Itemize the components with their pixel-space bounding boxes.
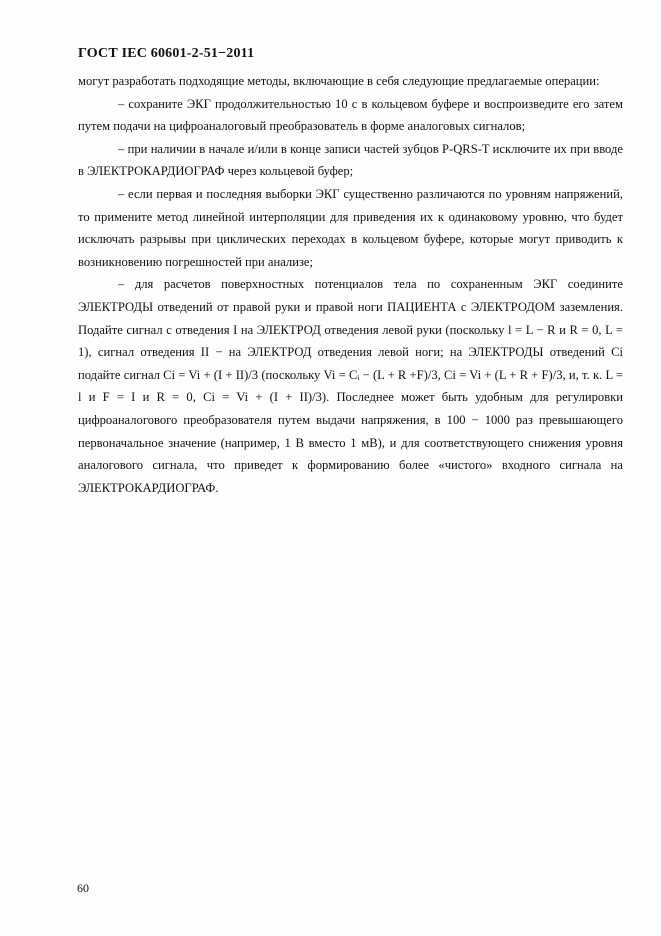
paragraph-item-1: – сохраните ЭКГ продолжительностью 10 с в кольцевом буфере и воспроизведите его затем путем подачи на цифроаналоговый преобразователь в форме аналоговых сигналов; — [78, 96, 623, 134]
document-body — [78, 70, 623, 499]
paragraph-intro: могут разработать подходящие методы, включающие в себя следующие предлагаемые операции: — [78, 74, 600, 88]
paragraph-item-2: – при наличии в начале и/или в конце записи частей зубцов P-QRS-T исключите их при вводе в ЭЛЕКТРОКАРДИОГРАФ через кольцевой буфер; — [78, 141, 623, 179]
document-header: ГОСТ IEC 60601-2-51−2011 — [78, 46, 255, 61]
paragraph-item-3: – если первая и последняя выборки ЭКГ существенно различаются по уровням напряжений, то примените метод линейной интерполяции для приведения их к одинаковому уровню, что будет исключать разрывы при циклических переходах в кольцевом буфере, которые могут приводить к возникновению погрешностей при анализе; — [78, 186, 623, 269]
paragraph-item-4: – для расчетов поверхностных потенциалов тела по сохраненным ЭКГ соедините ЭЛЕКТРОДЫ отведений от правой руки и правой ноги ПАЦИЕНТА с ЭЛЕКТРОДОМ заземления. Подайте сигнал с отведения I на ЭЛЕКТРОД отведения левой руки (поскольку l = L − R и R = 0, L = 1), сигнал отведения II − на ЭЛЕКТРОД отведения левой ноги; на ЭЛЕКТРОДЫ отведений Ci подайте сигнал Ci = Vi + (I + II)/3 (поскольку Vi = Cᵢ − (L + R +F)/3, Ci = Vi + (L + R + F)/3, и, т. к. L = l и F = I и R = 0, Ci = Vi + (I + II)/3). Последнее может быть удобным для регулировки цифроаналогового преобразователя путем выдачи напряжения, в 100 − 1000 раз превышающего первоначальное значение (например, 1 В вместо 1 мВ), и для соответствующего снижения уровня аналогового сигнала, что приведет к формированию более «чистого» входного сигнала на ЭЛЕКТРОКАРДИОГРАФ. — [78, 277, 623, 495]
page-number: 60 — [77, 881, 89, 895]
